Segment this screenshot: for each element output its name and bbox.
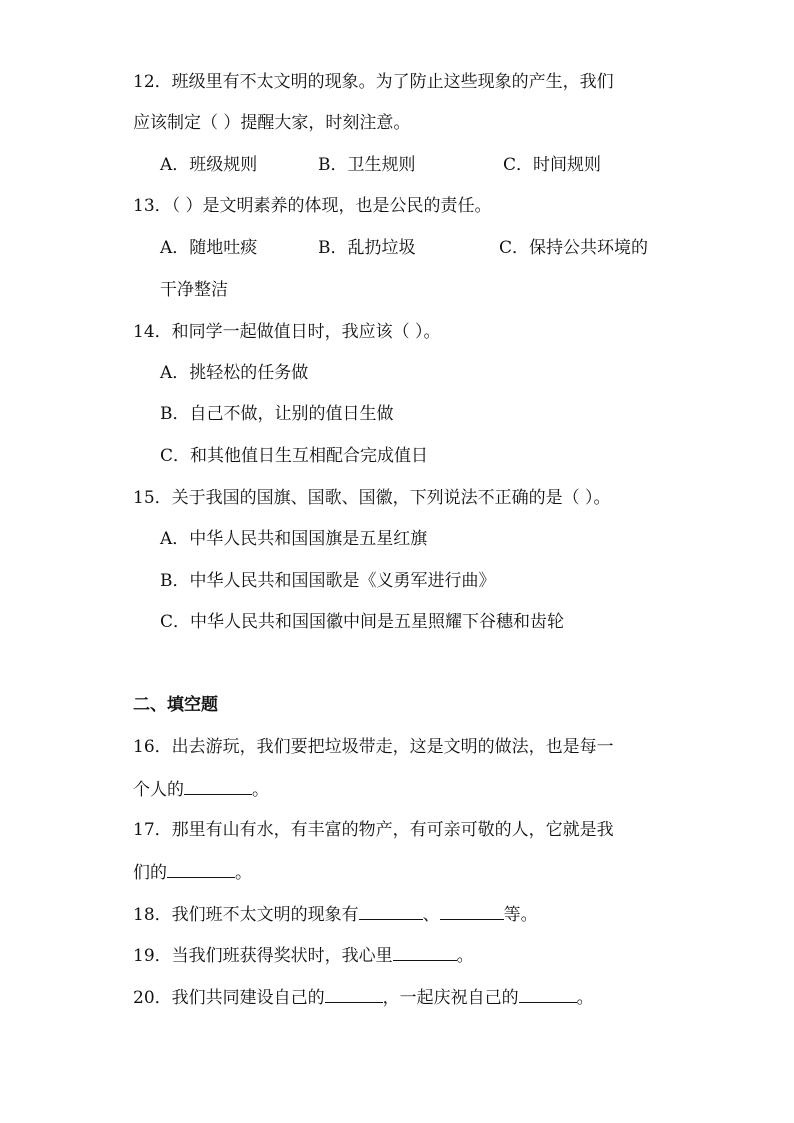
question-19-text-before: 19．当我们班获得奖状时，我心里 bbox=[133, 946, 393, 966]
question-14-option-b: B．自己不做，让别的值日生做 bbox=[160, 404, 394, 424]
question-13-option-b: B．乱扔垃圾 bbox=[318, 238, 416, 258]
question-16-text-before: 个人的 bbox=[133, 780, 184, 800]
question-12-option-c: C．时间规则 bbox=[503, 155, 602, 175]
fill-in-section-heading: 二、填空题 bbox=[133, 695, 218, 715]
answer-blank[interactable] bbox=[359, 902, 423, 920]
question-20-text-before: 20．我们共同建设自己的 bbox=[133, 988, 325, 1008]
answer-blank[interactable] bbox=[184, 777, 252, 795]
question-16-line2 bbox=[133, 777, 269, 802]
question-20-text-middle: ，一起庆祝自己的 bbox=[382, 988, 519, 1008]
question-14-option-c: C．和其他值日生互相配合完成值日 bbox=[160, 446, 429, 466]
question-16-line1: 16．出去游玩，我们要把垃圾带走，这是文明的做法，也是每一 bbox=[133, 737, 614, 757]
question-14-line1: 14．和同学一起做值日时，我应该（ ）。 bbox=[133, 322, 441, 342]
question-15-option-c: C．中华人民共和国国徽中间是五星照耀下谷穗和齿轮 bbox=[160, 612, 565, 632]
answer-blank[interactable] bbox=[325, 985, 383, 1003]
question-16-text-after: 。 bbox=[252, 780, 269, 800]
answer-blank[interactable] bbox=[519, 985, 577, 1003]
question-13-line1: 13．（ ）是文明素养的体现，也是公民的责任。 bbox=[133, 196, 492, 216]
question-15-option-b: B．中华人民共和国国歌是《义勇军进行曲》 bbox=[160, 571, 496, 591]
question-20 bbox=[133, 985, 594, 1010]
question-20-text-after: 。 bbox=[576, 988, 594, 1008]
question-18-text-before: 18．我们班不太文明的现象有 bbox=[133, 905, 359, 925]
question-13-option-c: C．保持公共环境的 bbox=[499, 238, 649, 258]
question-12-line1: 12．班级里有不太文明的现象。为了防止这些现象的产生，我们 bbox=[133, 72, 614, 92]
question-17-line2 bbox=[133, 860, 252, 885]
question-13-option-a: A．随地吐痰 bbox=[160, 238, 258, 258]
question-12-option-b: B．卫生规则 bbox=[318, 155, 416, 175]
question-15-line1: 15．关于我国的国旗、国歌、国徽，下列说法不正确的是（ ）。 bbox=[133, 488, 611, 508]
question-17-line1: 17．那里有山有水，有丰富的物产，有可亲可敬的人，它就是我 bbox=[133, 820, 614, 840]
answer-blank[interactable] bbox=[393, 943, 457, 961]
question-14-option-a: A．挑轻松的任务做 bbox=[160, 363, 309, 383]
question-15-option-a: A．中华人民共和国国旗是五星红旗 bbox=[160, 529, 428, 549]
question-17-text-before: 们的 bbox=[133, 863, 167, 883]
question-12-line2: 应该制定（ ）提醒大家，时刻注意。 bbox=[133, 113, 411, 133]
question-19-text-after: 。 bbox=[456, 946, 474, 966]
answer-blank[interactable] bbox=[167, 860, 235, 878]
answer-blank[interactable] bbox=[440, 902, 504, 920]
question-12-option-a: A．班级规则 bbox=[160, 155, 258, 175]
question-17-text-after: 。 bbox=[235, 863, 252, 883]
question-18-text-after: 等。 bbox=[503, 905, 538, 925]
question-19 bbox=[133, 943, 474, 968]
question-18-separator: 、 bbox=[422, 905, 440, 925]
question-13-option-c-continued: 干净整洁 bbox=[160, 280, 228, 300]
question-18 bbox=[133, 902, 538, 927]
